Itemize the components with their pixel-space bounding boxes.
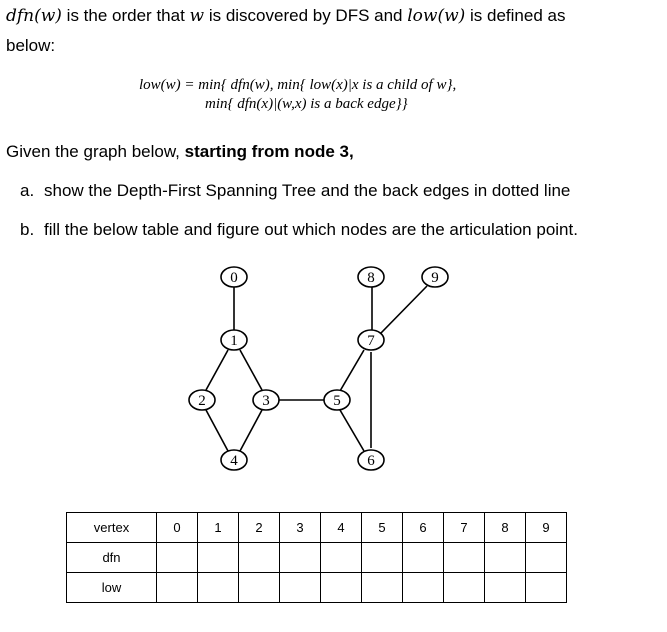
node-2 — [189, 390, 215, 410]
node-7-label: 7 — [367, 333, 375, 349]
dfn-cell — [403, 543, 444, 573]
given-prefix: Given the graph below, — [6, 142, 185, 161]
dfn-cell — [157, 543, 198, 573]
table-row-low — [67, 573, 567, 603]
node-0 — [221, 267, 247, 287]
edge-2-4 — [206, 410, 228, 451]
intro-text-1: is the order that — [61, 6, 190, 25]
vertex-cell: 8 — [485, 513, 526, 543]
table-row-vertex — [67, 513, 567, 543]
table-row-dfn — [67, 543, 567, 573]
formula-line-2: min{ dfn(x)|(w,x) is a back edge}} — [205, 96, 408, 112]
low-function: low(w) — [407, 6, 466, 26]
node-2-label: 2 — [198, 393, 206, 409]
edge-5-7 — [340, 350, 364, 391]
edge-3-4 — [240, 410, 262, 451]
task-a-marker: a. — [20, 181, 35, 200]
low-cell — [403, 573, 444, 603]
dfn-low-table — [66, 512, 567, 603]
node-1 — [221, 330, 247, 350]
low-cell — [444, 573, 485, 603]
node-3 — [253, 390, 279, 410]
vertex-cell: 7 — [444, 513, 485, 543]
formula-line-1: low(w) = min{ dfn(w), min{ low(x)|x is a child of w}, — [139, 77, 457, 93]
low-cell — [157, 573, 198, 603]
dfn-cell — [321, 543, 362, 573]
row-header-low: low — [67, 573, 157, 603]
node-3-label: 3 — [262, 393, 270, 409]
task-b-text: fill the below table and figure out which nodes are the articulation point. — [44, 220, 578, 239]
intro-text-3: is defined as — [465, 6, 566, 25]
node-6 — [358, 450, 384, 470]
edge-7-9 — [380, 286, 427, 334]
node-4 — [221, 450, 247, 470]
node-5-label: 5 — [333, 393, 341, 409]
low-cell — [198, 573, 239, 603]
graph-edges — [206, 286, 427, 451]
node-1-label: 1 — [230, 333, 238, 349]
edge-1-3 — [240, 350, 262, 390]
task-a-text: show the Depth-First Spanning Tree and the back edges in dotted line — [44, 181, 571, 200]
vertex-cell: 0 — [157, 513, 198, 543]
edge-5-6 — [340, 410, 364, 451]
row-header-vertex: vertex — [67, 513, 157, 543]
low-cell — [362, 573, 403, 603]
node-7 — [358, 330, 384, 350]
dfn-cell — [444, 543, 485, 573]
task-b-marker: b. — [20, 220, 35, 239]
vertex-cell: 9 — [526, 513, 567, 543]
dfn-function: dfn(w) — [6, 6, 62, 26]
node-0-label: 0 — [230, 270, 238, 286]
low-cell — [280, 573, 321, 603]
low-cell — [526, 573, 567, 603]
node-9 — [422, 267, 448, 287]
node-6-label: 6 — [367, 453, 375, 469]
graph-nodes — [189, 267, 448, 470]
vertex-cell: 4 — [321, 513, 362, 543]
low-cell — [321, 573, 362, 603]
vertex-cell: 2 — [239, 513, 280, 543]
node-8 — [358, 267, 384, 287]
w-variable: w — [189, 6, 205, 26]
dfn-cell — [239, 543, 280, 573]
vertex-cell: 5 — [362, 513, 403, 543]
row-header-dfn: dfn — [67, 543, 157, 573]
edge-1-2 — [206, 350, 228, 390]
dfn-cell — [526, 543, 567, 573]
dfn-cell — [362, 543, 403, 573]
intro-line-2: below: — [6, 36, 56, 55]
vertex-cell: 3 — [280, 513, 321, 543]
node-9-label: 9 — [431, 270, 439, 286]
low-cell — [239, 573, 280, 603]
intro-text-2: is discovered by DFS and — [204, 6, 408, 25]
low-cell — [485, 573, 526, 603]
node-5 — [324, 390, 350, 410]
dfn-cell — [280, 543, 321, 573]
dfn-cell — [198, 543, 239, 573]
vertex-cell: 1 — [198, 513, 239, 543]
vertex-cell: 6 — [403, 513, 444, 543]
given-start-node: starting from node 3, — [184, 142, 354, 161]
dfn-cell — [485, 543, 526, 573]
node-8-label: 8 — [367, 270, 375, 286]
node-4-label: 4 — [230, 453, 238, 469]
